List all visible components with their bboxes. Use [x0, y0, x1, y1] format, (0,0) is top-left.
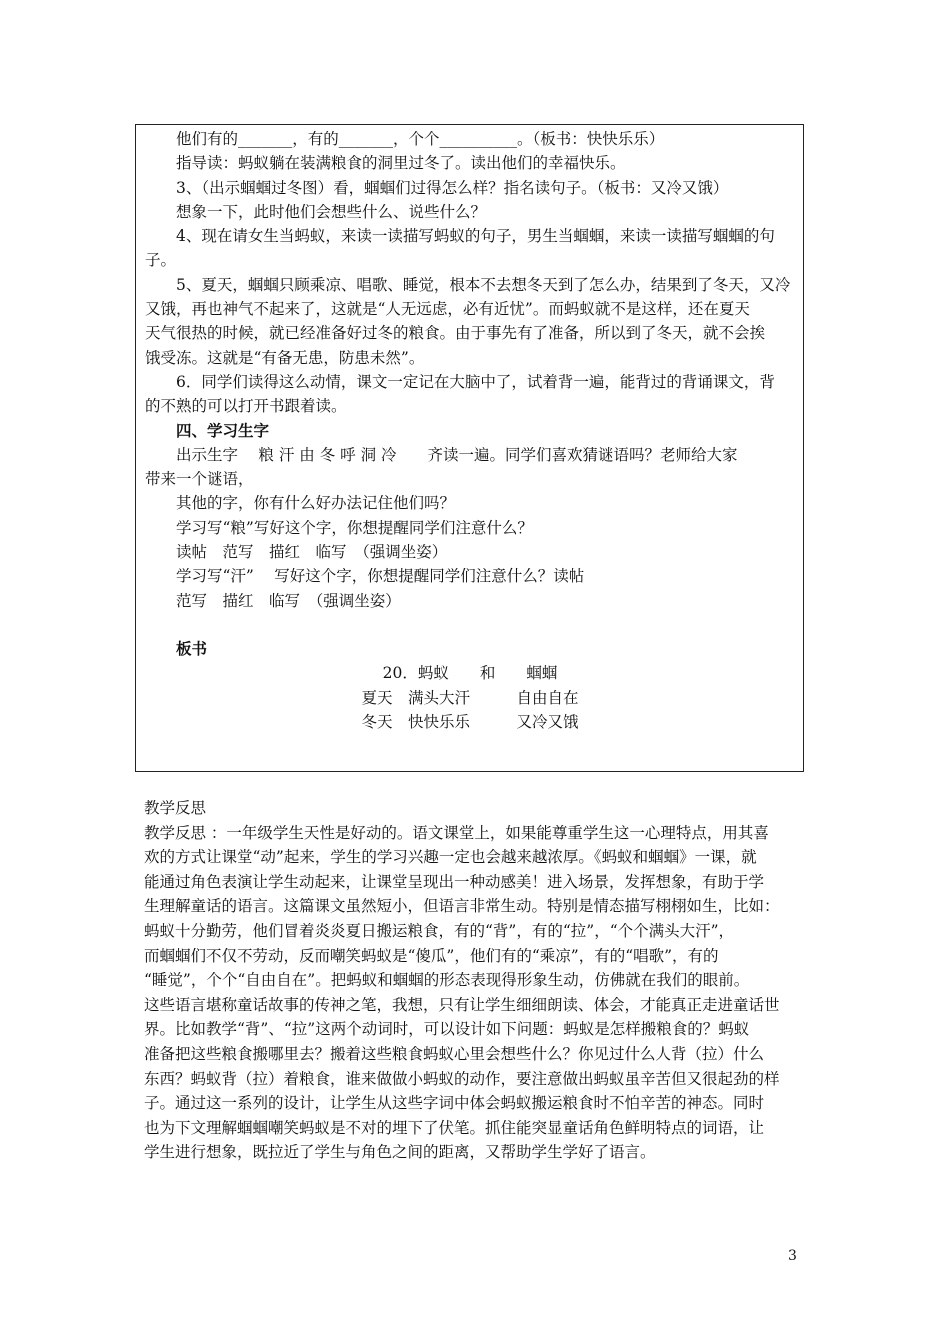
reflection-line: 子。通过这一系列的设计，让学生从这些字词中体会蚂蚁搬运粮食时不怕辛苦的神态。同时	[144, 1094, 765, 1113]
lesson-line: 饿受冻。这就是“有备无患，防患未然”。	[145, 348, 425, 367]
lesson-plan-box	[135, 124, 804, 772]
lesson-line: 4、现在请女生当蚂蚁，来读一读描写蚂蚁的句子，男生当蝈蝈，来读一读描写蝈蝈的句	[176, 227, 775, 246]
page-number: 3	[788, 1248, 797, 1264]
lesson-line: 又饿，再也神气不起来了，这就是“人无远虑，必有近忧”。而蚂蚁就不是这样，还在夏天	[145, 300, 750, 319]
study-line: 读帖 范写 描红 临写 （强调坐姿）	[176, 543, 448, 562]
reflection-line: 教学反思 ：一年级学生天性是好动的。语文课堂上，如果能尊重学生这一心理特点，用其喜	[144, 823, 769, 842]
reflection-line: “睡觉”，个个“自由自在”。把蚂蚁和蝈蝈的形态表现得形象生动，仿佛就在我们的眼前。	[144, 971, 750, 990]
study-line: 范写 描红 临写 （强调坐姿）	[176, 591, 401, 610]
lesson-line: 3、（出示蝈蝈过冬图）看，蝈蝈们过得怎么样？指名读句子。（板书：又冷又饿）	[176, 178, 729, 197]
reflection-line: 欢的方式让课堂“动”起来，学生的学习兴趣一定也会越来越浓厚。《蚂蚁和蝈蝈》一课，就	[144, 848, 757, 867]
lesson-line: 想象一下，此时他们会想些什么、说些什么？	[176, 202, 487, 221]
lesson-line: 5、夏天，蝈蝈只顾乘凉、唱歌、睡觉，根本不去想冬天到了怎么办，结果到了冬天，又冷	[176, 275, 791, 294]
reflection-line: 准备把这些粮食搬哪里去？搬着这些粮食蚂蚁心里会想些什么？你见过什么人背（拉）什么	[144, 1044, 765, 1063]
lesson-line: 6．同学们读得这么动情，课文一定记在大脑中了，试着背一遍，能背过的背诵课文，背	[176, 372, 775, 391]
study-line: 学习写“汗” 写好这个字，你想提醒同学们注意什么？读帖	[176, 567, 585, 586]
lesson-line: 子。	[145, 251, 177, 270]
board-title-line: 20．蚂蚁 和 蝈蝈	[382, 664, 558, 683]
board-summer-line: 夏天 满头大汗 自由自在	[361, 688, 579, 707]
lesson-line: 他们有的_______，有的_______，个个__________。（板书：快快乐乐）	[176, 130, 665, 148]
lesson-line: 的不熟的可以打开书跟着读。	[145, 397, 347, 416]
teaching-reflection	[144, 796, 812, 1165]
reflection-title: 教学反思	[144, 799, 207, 817]
board-winter-line: 冬天 快快乐乐 又冷又饿	[361, 712, 579, 731]
reflection-line: 东西？蚂蚁背（拉）着粮食，谁来做做小蚂蚁的动作，要注意做出蚂蚁虽辛苦但又很起劲的样	[144, 1069, 780, 1088]
lesson-plan-content	[145, 127, 795, 734]
spacer	[145, 613, 795, 637]
study-line: 其他的字，你有什么好办法记住他们吗？	[176, 494, 456, 513]
study-line: 带来一个谜语，	[145, 470, 254, 489]
reflection-line: 能通过角色表演让学生动起来，让课堂呈现出一种动感美！进入场景，发挥想象，有助于学	[144, 872, 765, 891]
study-line: 学习写“粮”写好这个字，你想提醒同学们注意什么？	[176, 518, 533, 537]
reflection-line: 学生进行想象，既拉近了学生与角色之间的距离，又帮助学生学好了语言。	[144, 1143, 656, 1162]
reflection-line: 蚂蚁十分勤劳，他们冒着炎炎夏日搬运粮食，有的“背”，有的“拉”，“个个满头大汗”，	[144, 921, 735, 940]
reflection-line: 这些语言堪称童话故事的传神之笔，我想，只有让学生细细朗读、体会，才能真正走进童话世	[144, 995, 780, 1014]
reflection-line: 界。比如教学“背”、“拉”这两个动词时，可以设计如下问题：蚂蚁是怎样搬粮食的？蚂蚁	[144, 1020, 750, 1039]
lesson-line: 天气很热的时候，就已经准备好过冬的粮食。由于事先有了准备，所以到了冬天，就不会挨	[145, 324, 766, 343]
board-heading: 板书	[176, 638, 208, 658]
study-line: 出示生字 粮 汗 由 冬 呼 洞 冷 齐读一遍。同学们喜欢猜谜语吗？老师给大家	[176, 445, 738, 464]
lesson-line: 指导读：蚂蚁躺在装满粮食的洞里过冬了。读出他们的幸福快乐。	[176, 154, 626, 173]
reflection-line: 生理解童话的语言。这篇课文虽然短小，但语言非常生动。特别是情态描写栩栩如生，比如：	[144, 897, 780, 916]
reflection-line: 而蝈蝈们不仅不劳动，反而嘲笑蚂蚁是“傻瓜”，他们有的“乘凉”，有的“唱歌”，有的	[144, 946, 719, 965]
section-heading: 四、学习生字	[176, 420, 270, 440]
reflection-line: 也为下文理解蝈蝈嘲笑蚂蚁是不对的埋下了伏笔。抓住能突显童话角色鲜明特点的词语，让	[144, 1118, 765, 1137]
